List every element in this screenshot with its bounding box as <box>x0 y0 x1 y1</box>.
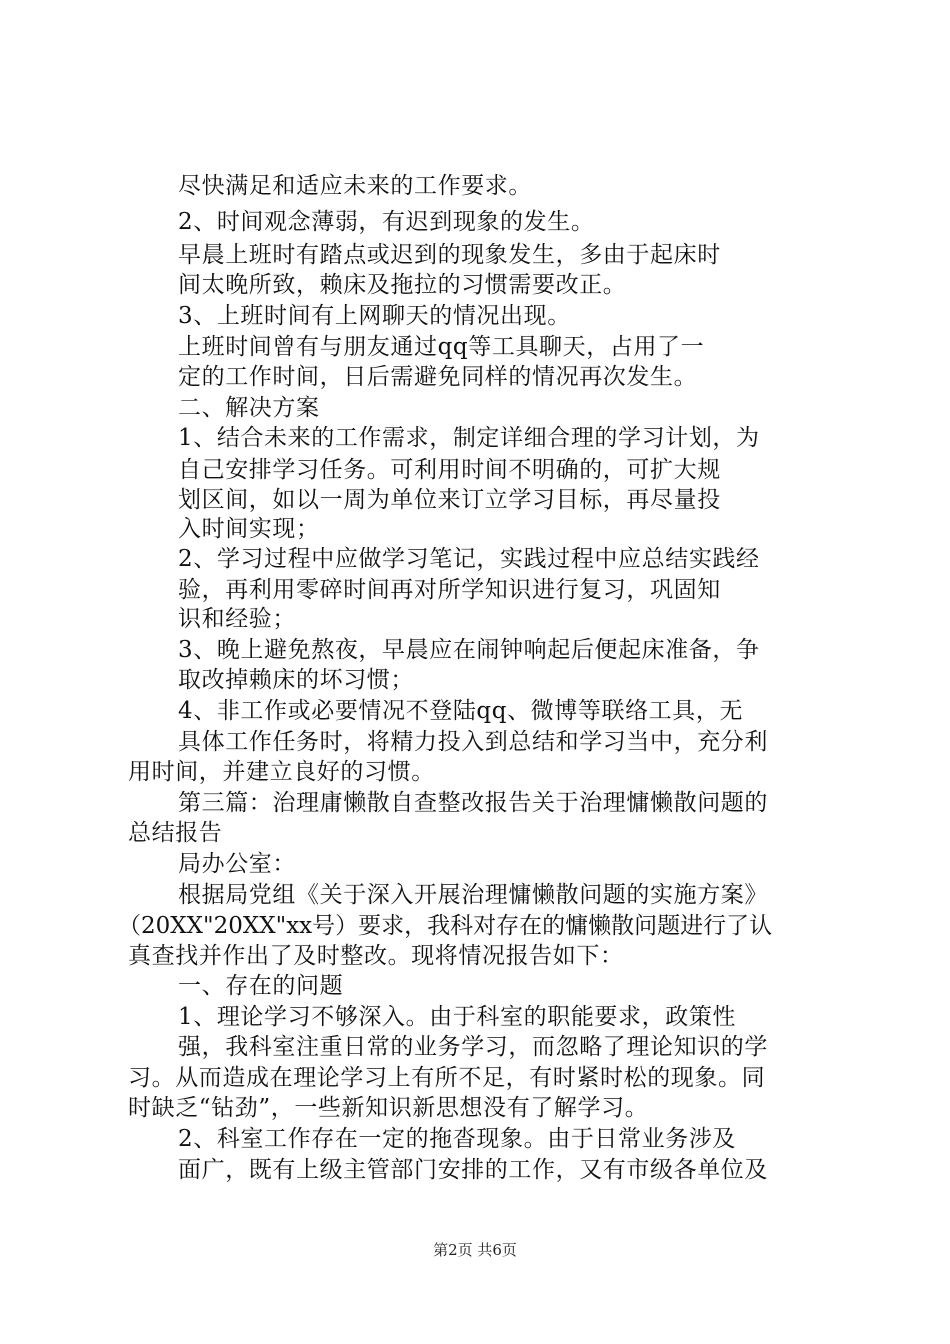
text-line: 自己安排学习任务。可利用时间不明确的，可扩大规 <box>178 457 721 483</box>
text-line: 2、学习过程中应做学习笔记，实践过程中应总结实践经 <box>178 546 760 572</box>
text-line: 1、结合未来的工作需求，制定详细合理的学习计划，为 <box>178 425 760 451</box>
text-line: 根据局党组《关于深入开展治理慵懒散问题的实施方案》 <box>178 882 768 908</box>
text-line: 用时间，并建立良好的习惯。 <box>128 759 435 785</box>
text-line: 习。从而造成在理论学习上有所不足，有时紧时松的现象。同 <box>128 1065 766 1091</box>
text-line: 识和经验； <box>178 606 296 632</box>
text-line: 局办公室： <box>178 851 296 877</box>
text-line: 验，再利用零碎时间再对所学知识进行复习，巩固知 <box>178 577 721 603</box>
text-line: 面广，既有上级主管部门安排的工作，又有市级各单位及 <box>178 1157 768 1183</box>
text-line: 强，我科室注重日常的业务学习，而忽略了理论知识的学 <box>178 1034 768 1060</box>
text-line: 2、科室工作存在一定的拖沓现象。由于日常业务涉及 <box>178 1126 737 1152</box>
section-heading: 总结报告 <box>128 820 223 846</box>
text-line: 间太晚所致，赖床及拖拉的习惯需要改正。 <box>178 272 627 298</box>
text-line: （20XX"20XX"xx号）要求，我科对存在的慵懒散问题进行了认 <box>118 913 773 939</box>
text-line: 3、上班时间有上网聊天的情况出现。 <box>178 303 571 329</box>
text-line: 具体工作任务时，将精力投入到总结和学习当中，充分利 <box>178 729 768 755</box>
page-number-footer: 第2页 共6页 <box>433 1241 517 1259</box>
text-line: 早晨上班时有踏点或迟到的现象发生，多由于起床时 <box>178 242 721 268</box>
text-line: 3、晚上避免熬夜，早晨应在闹钟响起后便起床准备，争 <box>178 637 760 663</box>
text-line: 时缺乏“钻劲”，一些新知识新思想没有了解学习。 <box>128 1095 649 1121</box>
text-line: 尽快满足和适应未来的工作要求。 <box>178 173 532 199</box>
text-line: 4、非工作或必要情况不登陆qq、微博等联络工具，无 <box>178 698 744 724</box>
text-line: 定的工作时间，日后需避免同样的情况再次发生。 <box>178 364 698 390</box>
text-line: 上班时间曾有与朋友通过qq等工具聊天，占用了一 <box>178 334 705 360</box>
text-line: 划区间，如以一周为单位来订立学习目标，再尽量投 <box>178 487 721 513</box>
text-line: 入时间实现； <box>178 516 320 542</box>
text-line: 1、理论学习不够深入。由于科室的职能要求，政策性 <box>178 1004 737 1030</box>
text-line: 真查找并作出了及时整改。现将情况报告如下： <box>128 943 624 969</box>
text-line: 取改掉赖床的坏习惯； <box>178 667 414 693</box>
section-heading: 二、解决方案 <box>178 395 320 421</box>
text-line: 2、时间观念薄弱，有迟到现象的发生。 <box>178 209 595 235</box>
section-heading: 第三篇：治理庸懒散自查整改报告关于治理慵懒散问题的 <box>178 790 768 816</box>
section-heading: 一、存在的问题 <box>178 973 344 999</box>
